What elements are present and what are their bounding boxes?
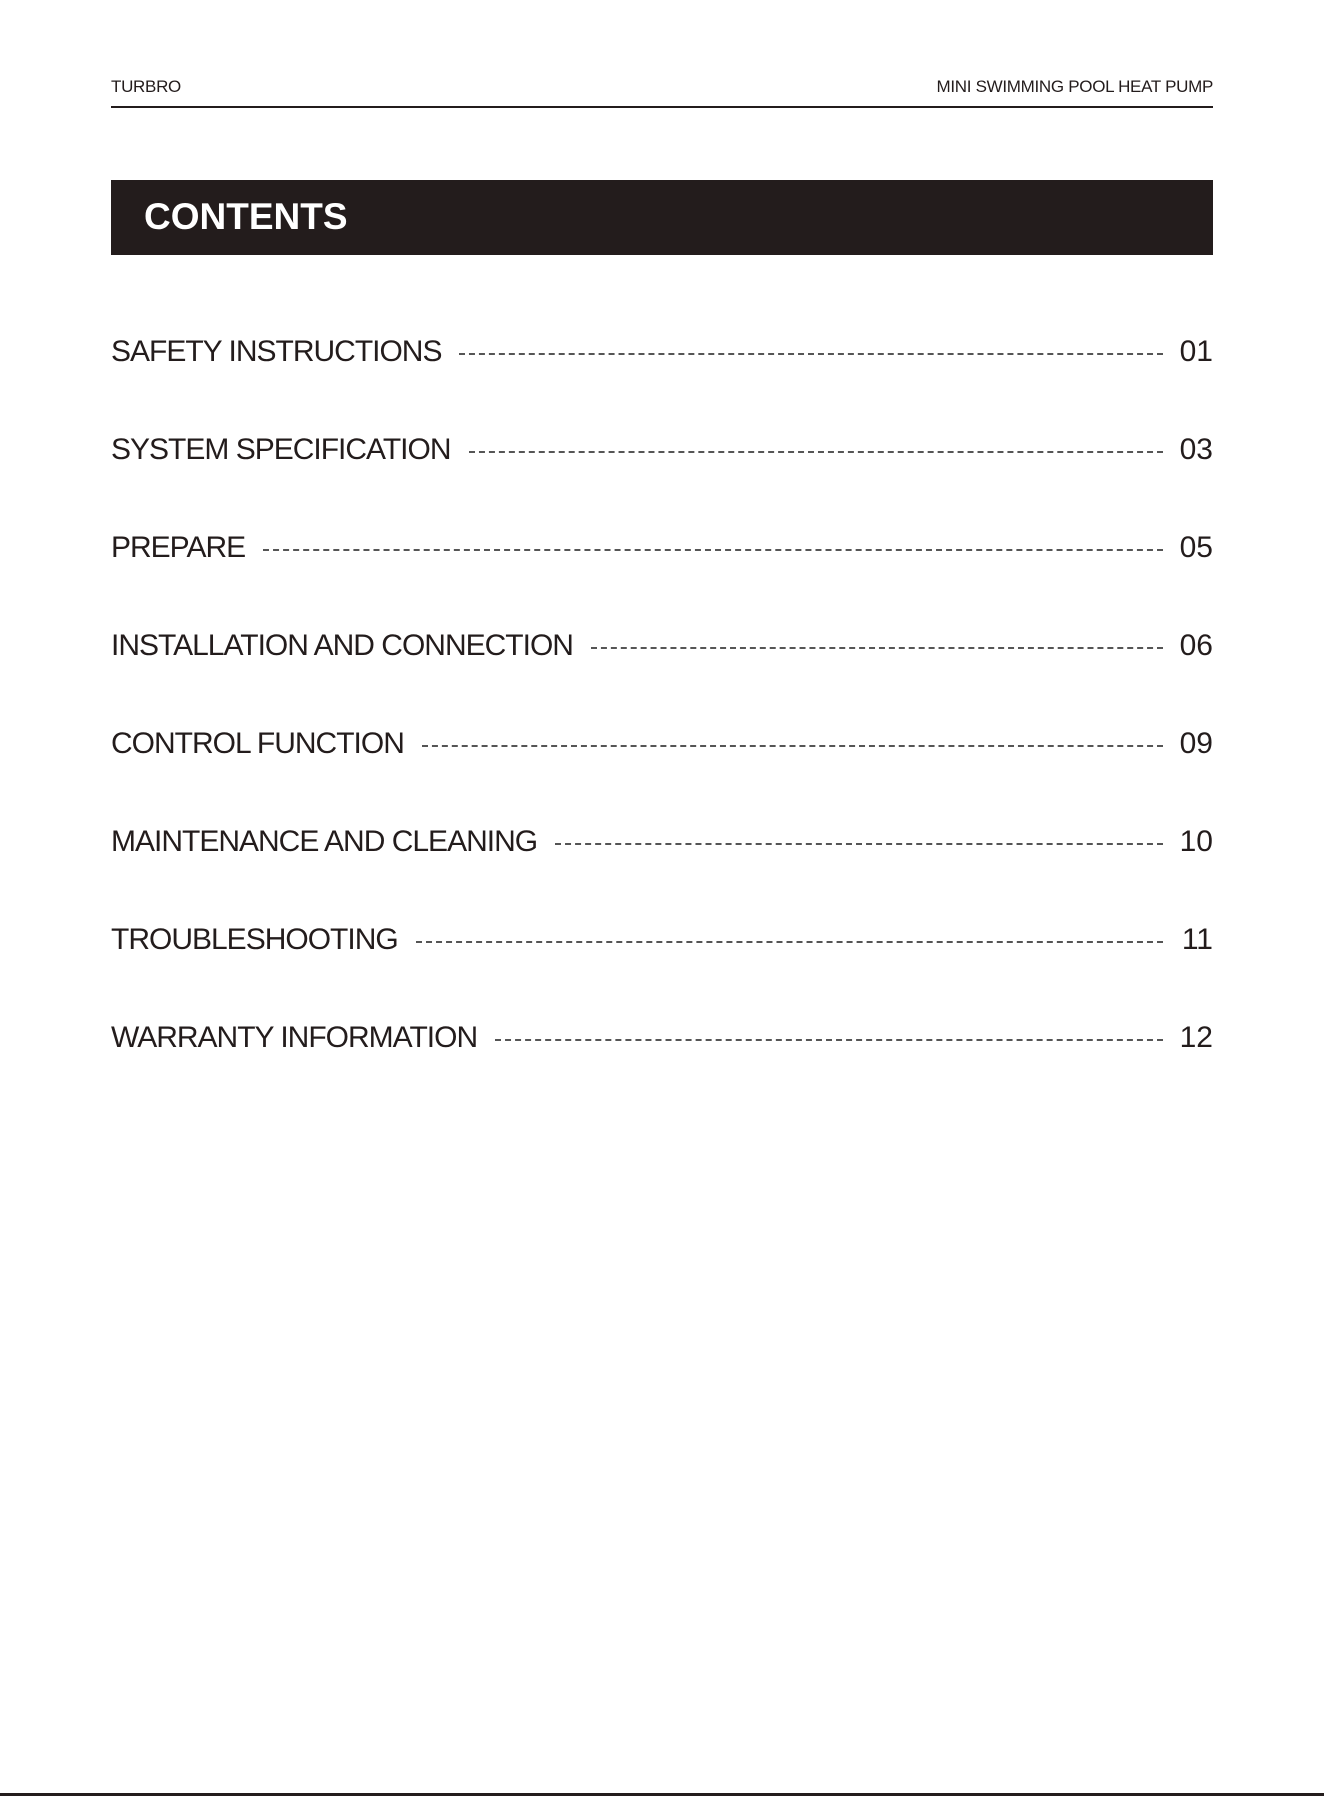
dot-leader xyxy=(495,1039,1163,1041)
contents-title: CONTENTS xyxy=(144,196,348,237)
contents-banner xyxy=(111,180,1213,255)
toc-entry-title: SAFETY INSTRUCTIONS xyxy=(111,335,442,368)
toc-entry-title: WARRANTY INFORMATION xyxy=(111,1021,478,1054)
toc-entry-page-number: 10 xyxy=(1179,825,1213,858)
toc-entry-page-number: 11 xyxy=(1181,923,1213,956)
toc-entry-title: TROUBLESHOOTING xyxy=(111,923,398,956)
toc-entry-page-number: 05 xyxy=(1179,531,1213,564)
toc-entry-system-specification[interactable] xyxy=(111,401,1213,499)
toc-entry-safety-instructions[interactable] xyxy=(111,303,1213,401)
toc-entry-page-number: 06 xyxy=(1179,629,1213,662)
dot-leader xyxy=(422,745,1163,747)
toc-entry-maintenance-and-cleaning[interactable] xyxy=(111,793,1213,891)
toc-entry-title: PREPARE xyxy=(111,531,246,564)
toc-entry-page-number: 12 xyxy=(1179,1021,1213,1054)
toc-entry-page-number: 03 xyxy=(1179,433,1213,466)
toc-entry-troubleshooting[interactable] xyxy=(111,891,1213,989)
toc-entry-control-function[interactable] xyxy=(111,695,1213,793)
page-header xyxy=(111,74,1213,108)
dot-leader xyxy=(416,941,1163,943)
toc-entry-warranty-information[interactable] xyxy=(111,989,1213,1087)
toc-entry-page-number: 09 xyxy=(1179,727,1213,760)
toc-entry-installation-and-connection[interactable] xyxy=(111,597,1213,695)
product-name: MINI SWIMMING POOL HEAT PUMP xyxy=(936,77,1213,96)
dot-leader xyxy=(469,451,1164,453)
brand-name: TURBRO xyxy=(111,77,181,96)
toc-entry-title: MAINTENANCE AND CLEANING xyxy=(111,825,538,858)
toc-entry-page-number: 01 xyxy=(1179,335,1213,368)
toc-entry-title: CONTROL FUNCTION xyxy=(111,727,404,760)
dot-leader xyxy=(591,647,1163,649)
table-of-contents xyxy=(111,303,1213,1087)
toc-entry-prepare[interactable] xyxy=(111,499,1213,597)
toc-entry-title: INSTALLATION AND CONNECTION xyxy=(111,629,573,662)
dot-leader xyxy=(555,843,1163,845)
dot-leader xyxy=(459,353,1163,355)
dot-leader xyxy=(263,549,1163,551)
toc-entry-title: SYSTEM SPECIFICATION xyxy=(111,433,451,466)
